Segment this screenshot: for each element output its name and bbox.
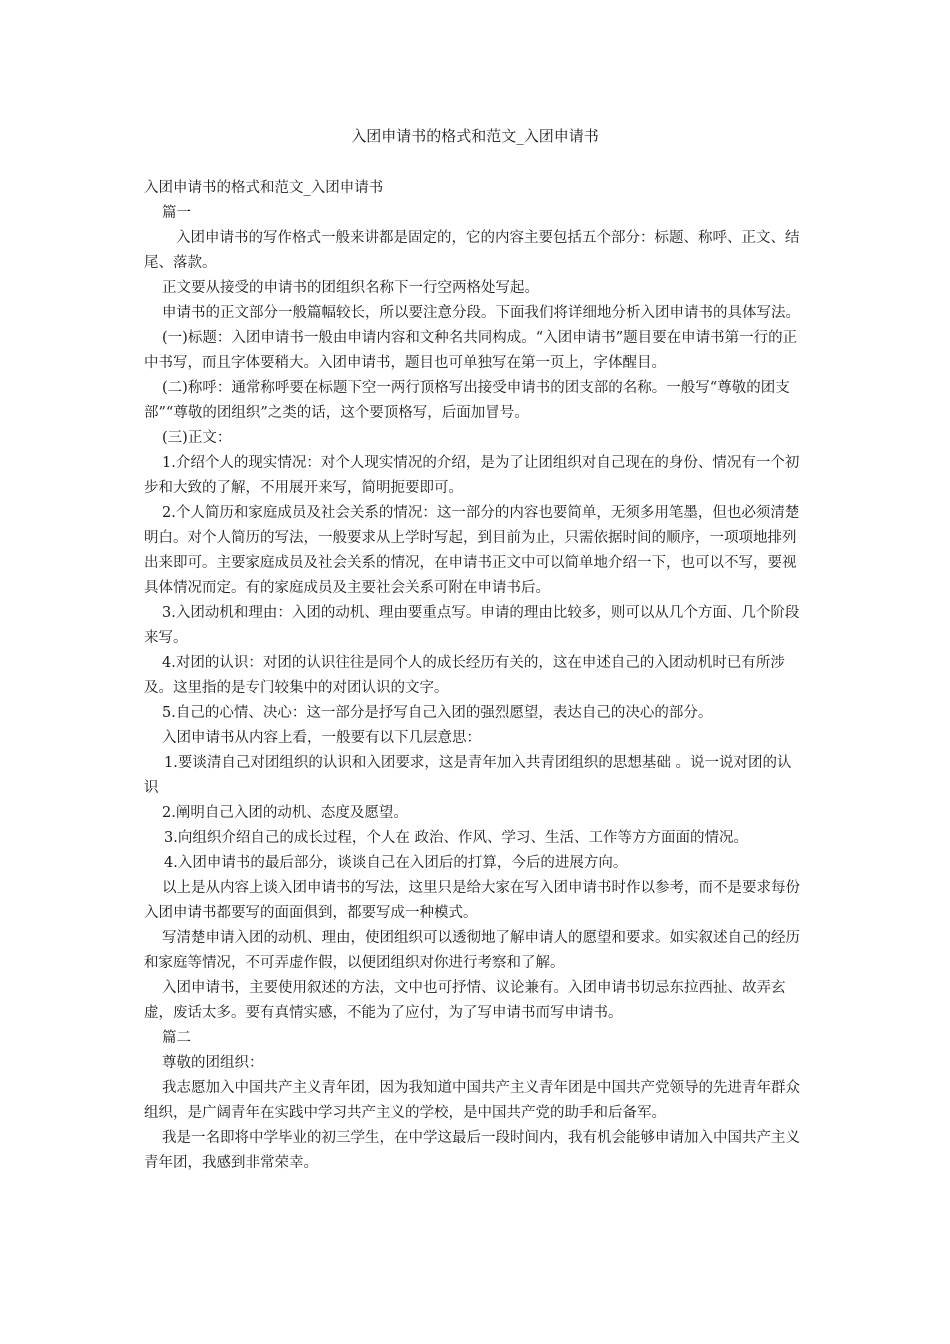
- paragraph: 正文要从接受的申请书的团组织名称下一行空两格处写起。: [162, 280, 539, 296]
- paragraph: 以上是从内容上谈入团申请书的写法，这里只是给大家在写入团申请书时作以参考，而不是要求每份入团申请书都要写的面面俱到，都要写成一种模式。: [144, 880, 800, 921]
- paragraph: 入团申请书从内容上看，一般要有以下几层意思：: [162, 730, 481, 746]
- paragraph: 1.介绍个人的现实情况：对个人现实情况的介绍，是为了让团组织对自己现在的身份、情况有一个初步和大致的了解，不用展开来写，简明扼要即可。: [144, 455, 800, 496]
- paragraph: 1.要谈清自己对团组织的认识和入团要求，这是青年加入共青团组织的思想基础 。说一说对团的认识: [144, 755, 792, 796]
- paragraph: 4.入团申请书的最后部分，谈谈自己在入团后的打算，今后的进展方向。: [164, 855, 628, 871]
- paragraph: 5.自己的心情、决心：这一部分是抒写自己入团的强烈愿望，表达自己的决心的部分。: [162, 705, 713, 721]
- paragraph: 入团申请书的写作格式一般来讲都是固定的，它的内容主要包括五个部分：标题、称呼、正文、结尾、落款。: [144, 230, 800, 271]
- paragraph: 申请书的正文部分一般篇幅较长，所以要注意分段。下面我们将详细地分析入团申请书的具体写法。: [162, 305, 800, 321]
- paragraph: 我志愿加入中国共产主义青年团，因为我知道中国共产主义青年团是中国共产党领导的先进青年群众组织，是广阔青年在实践中学习共产主义的学校，是中国共产党的助手和后备军。: [144, 1080, 800, 1121]
- paragraph: 3.入团动机和理由：入团的动机、理由要重点写。申请的理由比较多，则可以从几个方面、几个阶段来写。: [144, 605, 800, 646]
- paragraph: 2.个人简历和家庭成员及社会关系的情况：这一部分的内容也要简单，无须多用笔墨，但也必须清楚明白。对个人简历的写法，一般要求从上学时写起，到目前为止，只需依据时间的顺序，一项项地排列出来即可。主要家庭成员及社会关系的情况，在申请书正文中可以简单地介绍一下，也可以不写，要视具体情况而定。有的家庭成员及主要社会关系可附在申请书后。: [144, 505, 800, 596]
- paragraph: 2.阐明自己入团的动机、态度及愿望。: [162, 805, 408, 821]
- paragraph: 写清楚申请入团的动机、理由，使团组织可以透彻地了解申请人的愿望和要求。如实叙述自己的经历和家庭等情况，不可弄虚作假，以便团组织对你进行考察和了解。: [144, 930, 800, 971]
- paragraph: 入团申请书，主要使用叙述的方法，文中也可抒情、议论兼有。入团申请书切忌东拉西扯、故弄玄虚，废话太多。要有真情实感，不能为了应付，为了写申请书而写申请书。: [144, 980, 786, 1021]
- document-body: [144, 176, 804, 1176]
- paragraph: 4.对团的认识：对团的认识往往是同个人的成长经历有关的，这在申述自己的入团动机时已有所涉及。这里指的是专门较集中的对团认识的文字。: [144, 655, 785, 696]
- document-title: 入团申请书的格式和范文_入团申请书: [351, 127, 599, 145]
- section-label-part-one: 篇一: [162, 205, 191, 221]
- paragraph-heading: 入团申请书的格式和范文_入团申请书: [144, 180, 384, 196]
- paragraph: (一)标题：入团申请书一般由申请内容和文种名共同构成。“入团申请书”题目要在申请书第一行的正中书写，而且字体要稍大。入团申请书，题目也可单独写在第一页上，字体醒目。: [144, 330, 798, 371]
- section-label-part-two: 篇二: [162, 1030, 191, 1046]
- salutation: 尊敬的团组织：: [162, 1055, 264, 1071]
- paragraph: 3.向组织介绍自己的成长过程，个人在 政治、作风、学习、生活、工作等方方面面的情况。: [164, 830, 748, 846]
- paragraph: 我是一名即将中学毕业的初三学生，在中学这最后一段时间内，我有机会能够申请加入中国共产主义青年团，我感到非常荣幸。: [144, 1130, 800, 1171]
- paragraph: (二)称呼：通常称呼要在标题下空一两行顶格写出接受申请书的团支部的名称。一般写“尊敬的团支部”“尊敬的团组织”之类的话，这个要顶格写，后面加冒号。: [144, 380, 790, 421]
- paragraph: (三)正文：: [162, 430, 232, 446]
